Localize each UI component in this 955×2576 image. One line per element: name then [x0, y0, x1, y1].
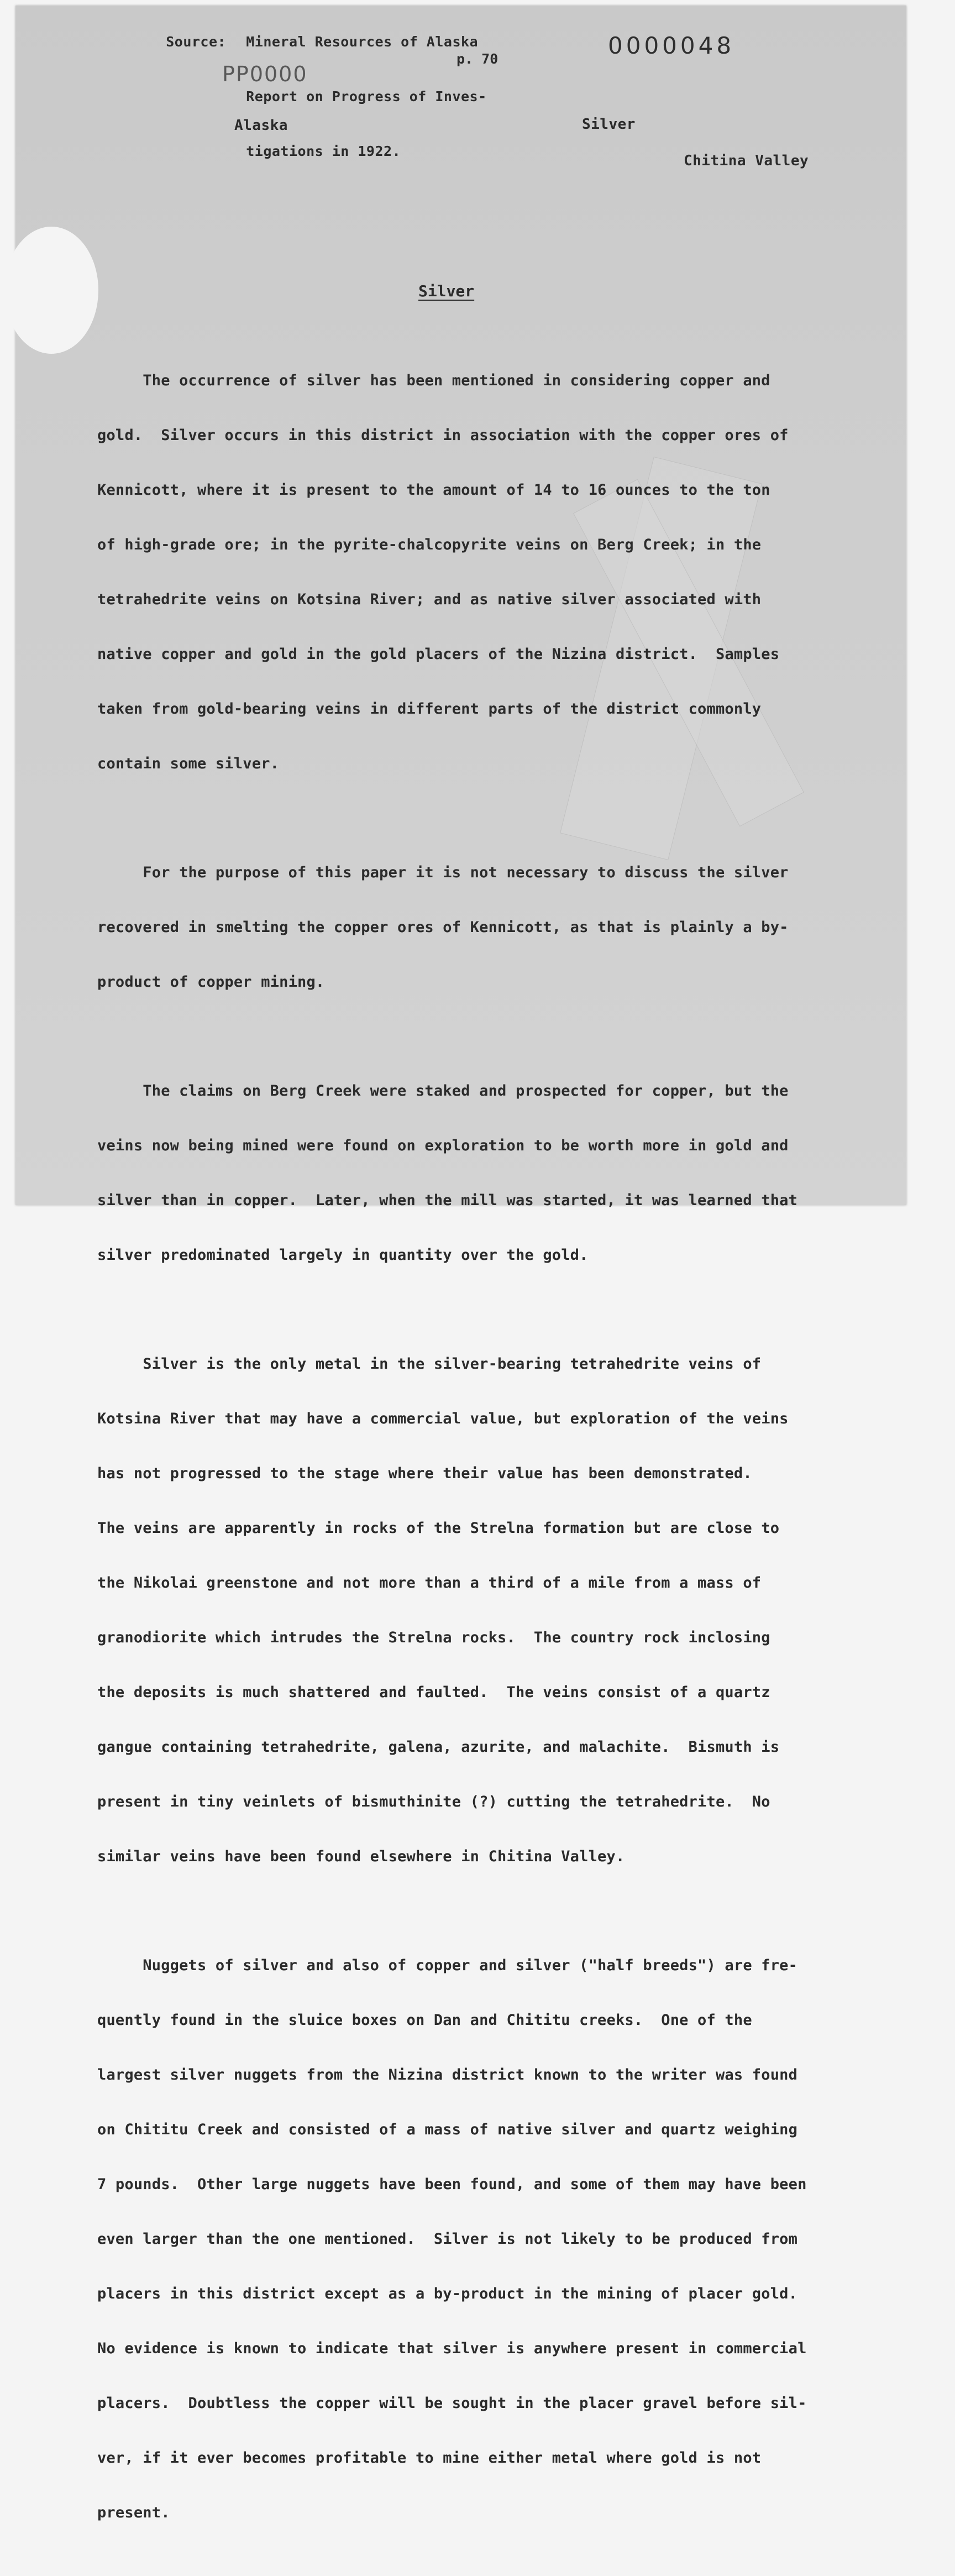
- source-line: [132, 69, 487, 124]
- paragraph-3: [97, 1045, 816, 1301]
- text-line: quently found in the sluice boxes on Dan and Chititu creeks. One of the: [97, 2012, 752, 2029]
- page-reference: p. 70: [456, 51, 499, 67]
- text-line: tetrahedrite veins on Kotsina River; and as native silver associated with: [97, 591, 762, 608]
- text-line: of high-grade ore; in the pyrite-chalcopyrite veins on Berg Creek; in the: [97, 536, 762, 553]
- text-line: placers. Doubtless the copper will be sought in the placer gravel before sil-: [97, 2395, 807, 2412]
- text-line: Nuggets of silver and also of copper and silver ("half breeds") are fre-: [97, 1957, 798, 1974]
- text-line: gold. Silver occurs in this district in association with the copper ores of: [97, 427, 789, 444]
- text-line: has not progressed to the stage where their value has been demonstrated.: [97, 1465, 752, 1482]
- text-line: native copper and gold in the gold placers of the Nizina district. Samples: [97, 646, 780, 663]
- source-line-1: Mineral Resources of Alaska: [246, 34, 479, 50]
- text-line: The claims on Berg Creek were staked and prospected for copper, but the: [97, 1082, 789, 1099]
- paragraph-1: [97, 335, 816, 809]
- text-line: even larger than the one mentioned. Silver is not likely to be produced from: [97, 2231, 798, 2248]
- text-line: the Nikolai greenstone and not more than a third of a mile from a mass of: [97, 1574, 762, 1591]
- paragraph-4: [97, 1318, 816, 1902]
- source-line: [132, 124, 487, 179]
- paragraph-5: [97, 1920, 816, 2558]
- text-line: gangue containing tetrahedrite, galena, azurite, and malachite. Bismuth is: [97, 1739, 780, 1756]
- text-line: ver, if it ever becomes profitable to mine either metal where gold is not: [97, 2449, 762, 2467]
- text-line: Silver is the only metal in the silver-bearing tetrahedrite veins of: [97, 1355, 762, 1373]
- text-line: placers in this district except as a by-product in the mining of placer gold.: [97, 2285, 798, 2302]
- stamp-overlay: PP0000: [222, 62, 308, 86]
- text-line: largest silver nuggets from the Nizina district known to the writer was found: [97, 2066, 798, 2083]
- text-line: 7 pounds. Other large nuggets have been found, and some of them may have been: [97, 2176, 807, 2193]
- text-line: silver predominated largely in quantity over the gold.: [97, 1247, 589, 1264]
- text-line: The occurrence of silver has been mentioned in considering copper and: [97, 372, 770, 389]
- text-line: No evidence is known to indicate that silver is anywhere present in commercial: [97, 2340, 807, 2357]
- document-number: 0000048: [608, 32, 735, 59]
- text-line: Kennicott, where it is present to the amount of 14 to 16 ounces to the ton: [97, 481, 770, 499]
- header-commodity: Silver: [582, 116, 636, 133]
- text-line: present in tiny veinlets of bismuthinite (?) cutting the tetrahedrite. No: [97, 1793, 770, 1810]
- document-body: [97, 335, 816, 2576]
- source-line-2: Report on Progress of Inves-: [246, 88, 487, 104]
- document-title: Silver: [418, 282, 475, 300]
- source-line: [132, 14, 487, 69]
- text-line: recovered in smelting the copper ores of Kennicott, as that is plainly a by-: [97, 919, 789, 936]
- text-line: Kotsina River that may have a commercial value, but exploration of the veins: [97, 1410, 789, 1427]
- header-state: Alaska: [234, 117, 288, 134]
- source-citation: [132, 14, 487, 179]
- text-line: taken from gold-bearing veins in different parts of the district commonly: [97, 700, 762, 718]
- text-line: For the purpose of this paper it is not necessary to discuss the silver: [97, 864, 789, 881]
- paragraph-2: [97, 827, 816, 1028]
- text-line: the deposits is much shattered and faulted. The veins consist of a quartz: [97, 1684, 770, 1701]
- text-line: on Chititu Creek and consisted of a mass of native silver and quartz weighing: [97, 2121, 798, 2138]
- torn-edge-notch: [4, 227, 98, 354]
- text-line: product of copper mining.: [97, 973, 325, 991]
- text-line: contain some silver.: [97, 755, 280, 772]
- header-district: Chitina Valley: [684, 153, 809, 169]
- source-line-3: tigations in 1922.: [246, 143, 401, 159]
- text-line: similar veins have been found elsewhere in Chitina Valley.: [97, 1848, 625, 1865]
- source-label: Source:: [166, 34, 227, 50]
- text-line: present.: [97, 2504, 170, 2521]
- text-line: veins now being mined were found on exploration to be worth more in gold and: [97, 1137, 789, 1154]
- text-line: The veins are apparently in rocks of the Strelna formation but are close to: [97, 1520, 780, 1537]
- text-line: granodiorite which intrudes the Strelna rocks. The country rock inclosing: [97, 1629, 770, 1646]
- text-line: silver than in copper. Later, when the mill was started, it was learned that: [97, 1192, 798, 1209]
